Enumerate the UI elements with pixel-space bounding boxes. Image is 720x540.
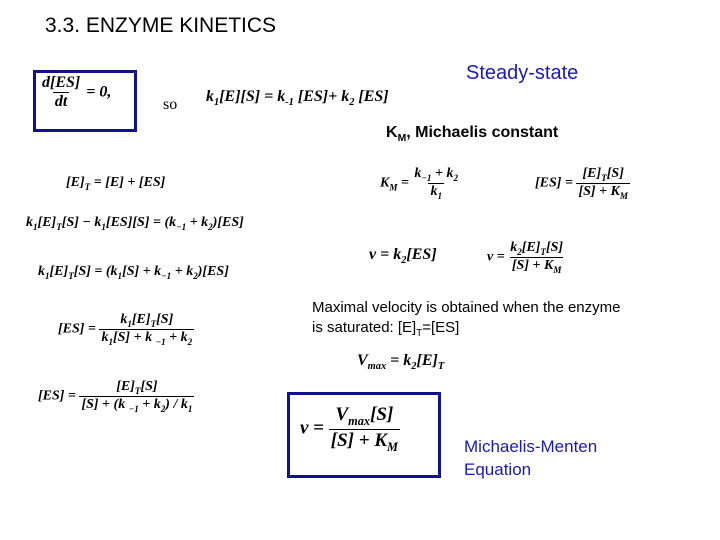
velocity-equation: $v = k_2[ES]$ <box>369 246 437 267</box>
steady-state-condition-equation: $\frac{d[ES]}{dt}$ = 0, <box>42 74 112 110</box>
rate-balance-equation: $k_1[E][S] = k_{-1}$ $[ES]+ k_2$ [ES] <box>206 88 389 109</box>
es-rate-constant-equation: [ES] = $\frac{k_1[E]_T[S]}{k_1[S] + k _{-1} + k_2}$ <box>58 312 193 347</box>
km-definition-equation: $K_M$ = $\frac{k_{-1} + k_2}{k_1}$ <box>380 166 459 201</box>
km-label: $K_M$, Michaelis constant <box>386 124 559 145</box>
maximal-velocity-text: Maximal velocity is obtained when the enzyme is saturated: $[E]_T=[ES]$ <box>312 299 621 339</box>
rearranged-balance-equation: $k_1[E]_T[S] = (k_1[S] + k_{-1} + k_2)[ES]$ <box>38 264 229 281</box>
es-km-equation: [ES] = $\frac{[E]_T[S]}{[S] + K_M}$ <box>535 166 628 201</box>
michaelis-menten-equation: v = $\frac{V_{max}[S]}{[S] + K_M}$ <box>300 404 398 454</box>
michaelis-menten-label: Michaelis-Menten Equation <box>464 437 598 479</box>
so-label: so <box>163 96 178 113</box>
velocity-substituted-equation: v = $\frac{k_2[E]_T[S]}{[S] + K_M}$ <box>487 240 564 275</box>
es-simplified-equation: [ES] = $\frac{[E]_T[S]}{[S] + (k _{-1} + k_2) / k_1}$ <box>38 379 193 414</box>
total-enzyme-equation: $[E]_T = [E] + [ES]$ <box>66 175 166 192</box>
expanded-balance-equation: $k_1[E]_T[S] - k_1[ES][S] = (k_{-1} + k_2)[ES]$ <box>26 215 244 232</box>
steady-state-label: Steady-state <box>466 62 579 84</box>
vmax-equation: $V_{max} = k_2[E]_T$ <box>357 352 445 373</box>
page-title: 3.3. ENZYME KINETICS <box>45 14 277 37</box>
